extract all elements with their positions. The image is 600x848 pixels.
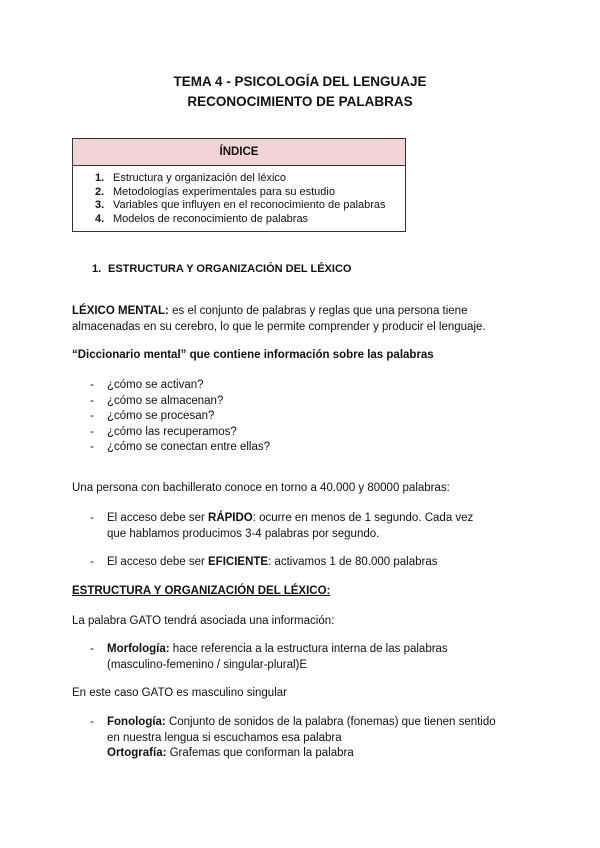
index-item [95, 172, 405, 186]
index-item-number: 4. [95, 212, 105, 225]
list-item [90, 555, 510, 571]
page-title: TEMA 4 - PSICOLOGÍA DEL LENGUAJE [173, 74, 427, 89]
gato-intro: La palabra GATO tendrá asociada una información: [72, 615, 335, 627]
questions-list [90, 378, 510, 456]
fonologia-list [90, 715, 510, 762]
dash-bullet: - [90, 410, 94, 422]
estructura-heading: ESTRUCTURA Y ORGANIZACIÓN DEL LÉXICO: [72, 585, 331, 597]
dash-bullet: - [90, 716, 94, 728]
index-item [95, 186, 405, 200]
question-text: ¿cómo se activan? [107, 379, 204, 391]
list-item [90, 642, 510, 673]
index-box [72, 138, 406, 232]
index-item-text: Metodologías experimentales para su estudio [113, 185, 335, 198]
text-post: : ocurre en menos de 1 segundo. Cada vez que hablamos producimos 3-4 palabras por segundo. [107, 512, 474, 540]
section-number: 1. [92, 263, 102, 275]
fonologia-text: Conjunto de sonidos de la palabra (fonemas) que tienen sentido en nuestra lengua si escuchamos esa palabra [107, 716, 496, 744]
index-item [95, 199, 405, 213]
index-item-text: Estructura y organización del léxico [113, 172, 287, 184]
ortografia-term: Ortografía: [107, 747, 167, 759]
index-item-number: 3. [95, 199, 105, 211]
lexico-mental-term: LÉXICO MENTAL: [72, 305, 169, 317]
morfologia-term: Morfología: [107, 643, 170, 655]
question-text: ¿cómo se almacenan? [107, 394, 224, 407]
dash-bullet: - [90, 643, 94, 655]
text-pre: El acceso debe ser [107, 556, 209, 568]
list-item [90, 511, 490, 542]
fonologia-term: Fonología: [107, 716, 166, 728]
acceso-list-eficiente [90, 555, 510, 571]
gato-case: En este caso GATO es masculino singular [72, 687, 287, 699]
dash-bullet: - [90, 394, 94, 407]
morfologia-list [90, 642, 510, 673]
list-item [90, 440, 510, 456]
ortografia-text: Grafemas que conforman la palabra [166, 747, 354, 759]
page-subtitle: RECONOCIMIENTO DE PALABRAS [187, 94, 413, 109]
lexico-mental-definition: es el conjunto de palabras y reglas que una persona tiene almacenadas en su cerebro, lo que le permite comprender y producir el lenguaje. [72, 305, 486, 333]
diccionario-heading: “Diccionario mental” que contiene información sobre las palabras [72, 349, 434, 361]
list-item [90, 378, 510, 394]
dash-bullet: - [90, 379, 94, 391]
index-item-text: Variables que influyen en el reconocimiento de palabras [113, 199, 386, 211]
index-item-text: Modelos de reconocimiento de palabras [113, 212, 309, 225]
list-item [90, 425, 510, 441]
index-item-number: 2. [95, 185, 105, 198]
text-pre: El acceso debe ser [107, 512, 209, 524]
section-title: ESTRUCTURA Y ORGANIZACIÓN DEL LÉXICO [108, 263, 352, 275]
index-list [73, 166, 405, 226]
text-bold: EFICIENTE [208, 556, 269, 568]
dash-bullet: - [90, 425, 94, 438]
dash-bullet: - [90, 556, 94, 568]
list-item [90, 409, 510, 425]
list-item-continuation [90, 746, 510, 762]
list-item [90, 394, 510, 410]
acceso-list-rapido [90, 511, 490, 542]
morfologia-text: hace referencia a la estructura interna de las palabras (masculino-femenino / singular-plural)E [107, 643, 448, 671]
question-text: ¿cómo se procesan? [107, 410, 215, 422]
dash-bullet: - [90, 512, 94, 524]
lexico-mental-paragraph [72, 304, 532, 335]
list-item [90, 715, 510, 746]
index-item [95, 213, 405, 227]
question-text: ¿cómo se conectan entre ellas? [107, 441, 271, 453]
text-post: : activamos 1 de 80.000 palabras [268, 556, 438, 568]
index-item-number: 1. [95, 172, 105, 184]
index-heading: ÍNDICE [73, 139, 405, 166]
text-bold: RÁPIDO [208, 512, 253, 524]
question-text: ¿cómo las recuperamos? [107, 425, 237, 438]
bachillerato-intro: Una persona con bachillerato conoce en torno a 40.000 y 80000 palabras: [72, 482, 450, 494]
dash-bullet: - [90, 441, 94, 453]
section-heading [92, 263, 351, 275]
